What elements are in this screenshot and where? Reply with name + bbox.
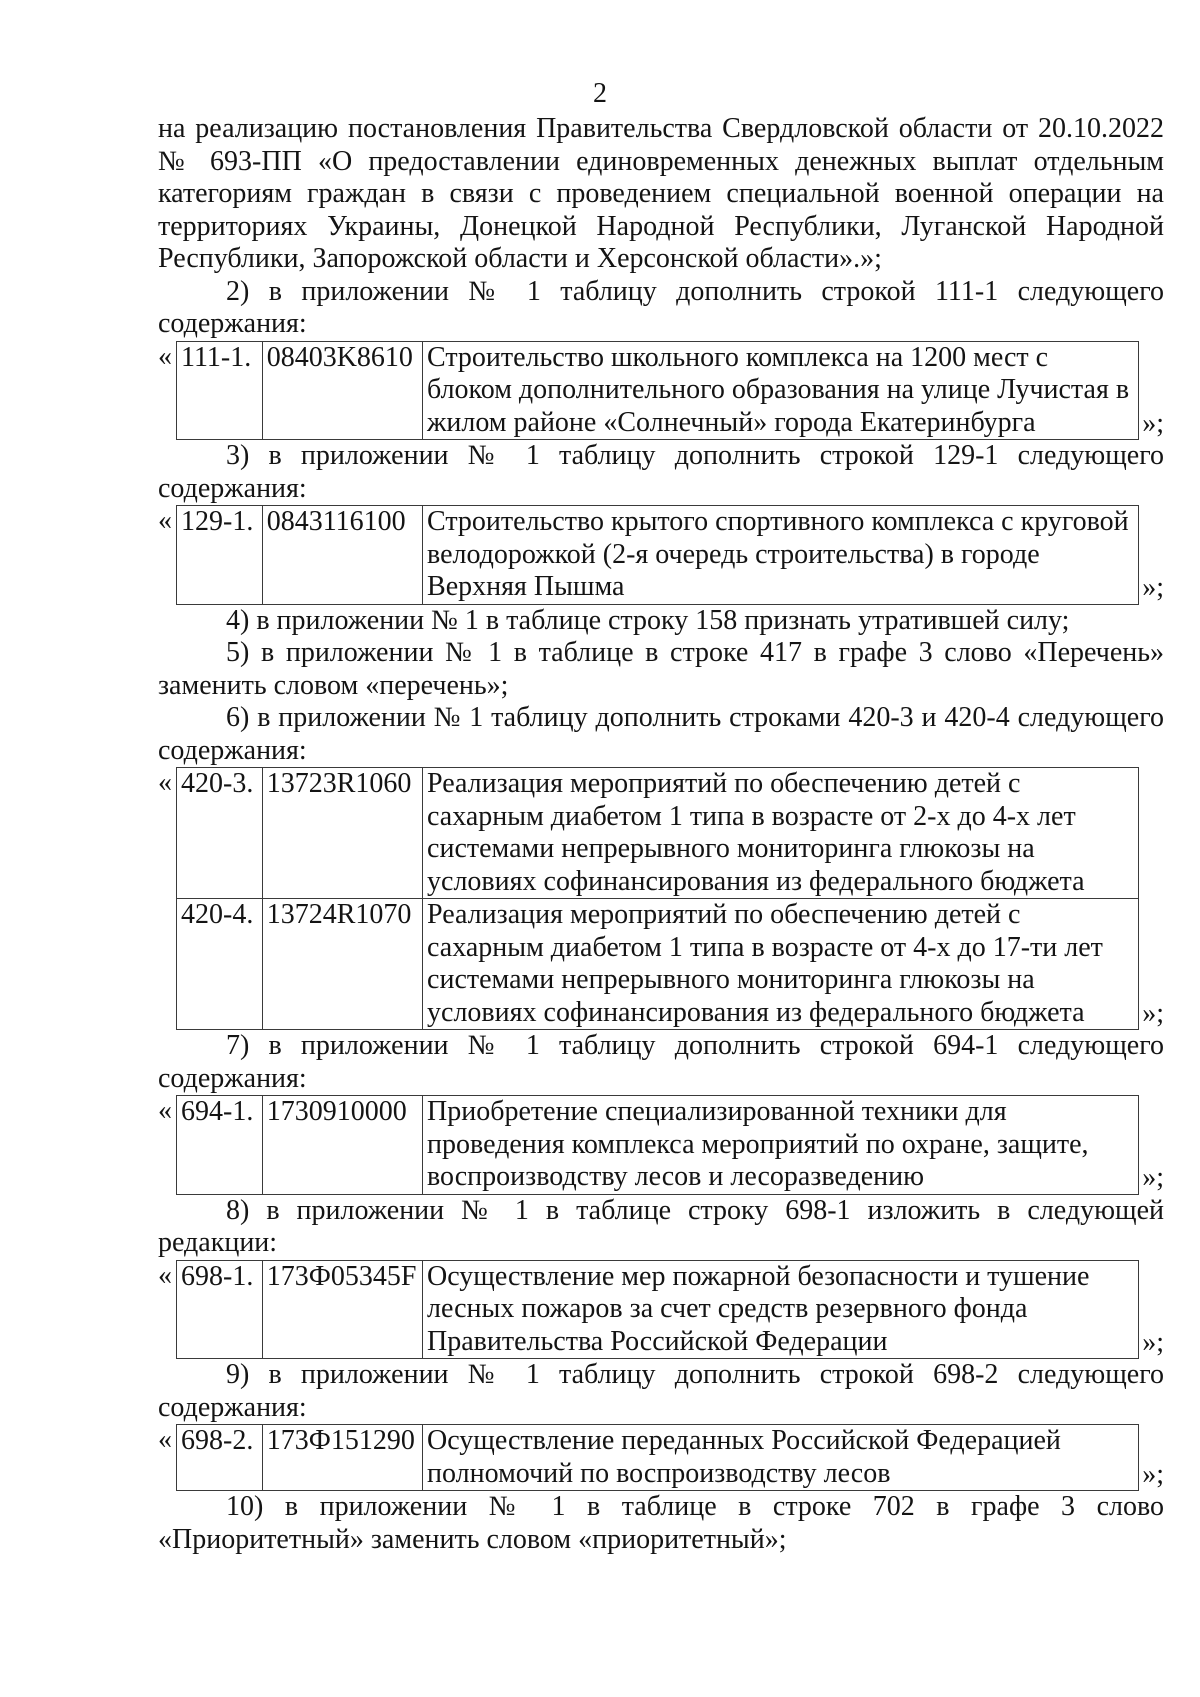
inserted-table bbox=[176, 505, 1139, 605]
inserted-table bbox=[176, 1095, 1139, 1195]
close-quote: »; bbox=[1142, 1326, 1164, 1358]
amendment-instruction: 7) в приложении № 1 таблицу дополнить строкой 694-1 следующего содержания: bbox=[158, 1030, 1164, 1094]
budget-code-cell: 0843116100 bbox=[262, 506, 422, 605]
table-row bbox=[177, 899, 1139, 1030]
inserted-table-block bbox=[158, 341, 1164, 441]
amendment-instruction: 9) в приложении № 1 таблицу дополнить строкой 698-2 следующего содержания: bbox=[158, 1359, 1164, 1423]
open-quote: « bbox=[158, 340, 172, 372]
table-row bbox=[177, 506, 1139, 605]
intro-paragraph: № 693-ПП «О предоставлении единовременных денежных выплат отдельным категориям граждан в связи с проведением специальной военной операции на территориях Украины, Донецкой Народной Республики, Луганской Народной Республики, Запорожской области и Херсонской области».»; bbox=[158, 145, 1164, 274]
open-quote: « bbox=[158, 1095, 172, 1126]
budget-code-cell: 08403K8610 bbox=[262, 341, 422, 440]
amendment-instruction: 8) в приложении № 1 в таблице строку 698-1 изложить в следующей редакции: bbox=[158, 1194, 1164, 1258]
amendment-instruction: 4) в приложении № 1 в таблице строку 158 признать утратившей силу; bbox=[226, 604, 1070, 636]
description-cell: Реализация мероприятий по обеспечению детей с сахарным диабетом 1 типа в возрасте от 2-х до 4-х лет системами непрерывного мониторинга глюкозы на условиях софинансирования из федерального бюджета bbox=[423, 768, 1139, 899]
document-body bbox=[158, 113, 1164, 1556]
row-number-cell: 694-1. bbox=[177, 1096, 263, 1195]
inserted-table-block bbox=[158, 505, 1164, 605]
description-cell: Реализация мероприятий по обеспечению детей с сахарным диабетом 1 типа в возрасте от 4-х до 17-ти лет системами непрерывного мониторинга глюкозы на условиях софинансирования из федерального бюджета bbox=[423, 899, 1139, 1030]
close-quote: »; bbox=[1142, 1162, 1164, 1193]
budget-code-cell: 13723R1060 bbox=[262, 768, 422, 899]
table-row bbox=[177, 1260, 1139, 1359]
description-cell: Строительство школьного комплекса на 1200 мест с блоком дополнительного образования на улице Лучистая в жилом районе «Солнечный» города Екатеринбурга bbox=[423, 341, 1139, 440]
inserted-table bbox=[176, 767, 1139, 1030]
open-quote: « bbox=[158, 505, 172, 536]
open-quote: « bbox=[158, 767, 172, 798]
description-cell: Строительство крытого спортивного комплекса с круговой велодорожкой (2-я очередь строительства) в городе Верхняя Пышма bbox=[423, 506, 1139, 605]
inserted-table bbox=[176, 341, 1139, 441]
row-number-cell: 698-2. bbox=[177, 1425, 263, 1491]
open-quote: « bbox=[158, 1424, 172, 1455]
close-quote: »; bbox=[1142, 407, 1164, 439]
row-number-cell: 420-4. bbox=[177, 899, 263, 1030]
page-number: 2 bbox=[593, 78, 607, 109]
inserted-table-block bbox=[158, 767, 1164, 1030]
row-number-cell: 129-1. bbox=[177, 506, 263, 605]
row-number-cell: 698-1. bbox=[177, 1260, 263, 1359]
inserted-table-block bbox=[158, 1424, 1164, 1491]
open-quote: « bbox=[158, 1259, 172, 1291]
amendment-instruction: 6) в приложении № 1 таблицу дополнить строками 420-3 и 420-4 следующего содержания: bbox=[158, 702, 1164, 766]
inserted-table-block bbox=[158, 1095, 1164, 1195]
amendment-instruction: 2) в приложении № 1 таблицу дополнить строкой 111-1 следующего содержания: bbox=[158, 275, 1164, 339]
budget-code-cell: 173Ф151290 bbox=[262, 1425, 422, 1491]
budget-code-cell: 13724R1070 bbox=[262, 899, 422, 1030]
inserted-table-block bbox=[158, 1260, 1164, 1360]
table-row bbox=[177, 341, 1139, 440]
close-quote: »; bbox=[1142, 1458, 1164, 1490]
amendment-list bbox=[158, 276, 1164, 1557]
inserted-table bbox=[176, 1424, 1139, 1491]
close-quote: »; bbox=[1142, 997, 1164, 1029]
description-cell: Приобретение специализированной техники для проведения комплекса мероприятий по охране, защите, воспроизводству лесов и лесоразведению bbox=[423, 1096, 1139, 1195]
inserted-table bbox=[176, 1260, 1139, 1360]
description-cell: Осуществление переданных Российской Федерацией полномочий по воспроизводству лесов bbox=[423, 1425, 1139, 1491]
amendment-instruction: 10) в приложении № 1 в таблице в строке 702 в графе 3 слово «Приоритетный» заменить словом «приоритетный»; bbox=[158, 1491, 1164, 1555]
amendment-instruction: 5) в приложении № 1 в таблице в строке 417 в графе 3 слово «Перечень» заменить словом «перечень»; bbox=[158, 637, 1164, 701]
table-row bbox=[177, 768, 1139, 899]
table-row bbox=[177, 1096, 1139, 1195]
row-number-cell: 420-3. bbox=[177, 768, 263, 899]
budget-code-cell: 173Ф05345F bbox=[262, 1260, 422, 1359]
row-number-cell: 111-1. bbox=[177, 341, 263, 440]
intro-line-1: на реализацию постановления Правительства Свердловской области от 20.10.2022 bbox=[158, 113, 1164, 144]
table-row bbox=[177, 1425, 1139, 1491]
close-quote: »; bbox=[1142, 572, 1164, 603]
amendment-instruction: 3) в приложении № 1 таблицу дополнить строкой 129-1 следующего содержания: bbox=[158, 440, 1164, 504]
budget-code-cell: 1730910000 bbox=[262, 1096, 422, 1195]
description-cell: Осуществление мер пожарной безопасности и тушение лесных пожаров за счет средств резервного фонда Правительства Российской Федерации bbox=[423, 1260, 1139, 1359]
